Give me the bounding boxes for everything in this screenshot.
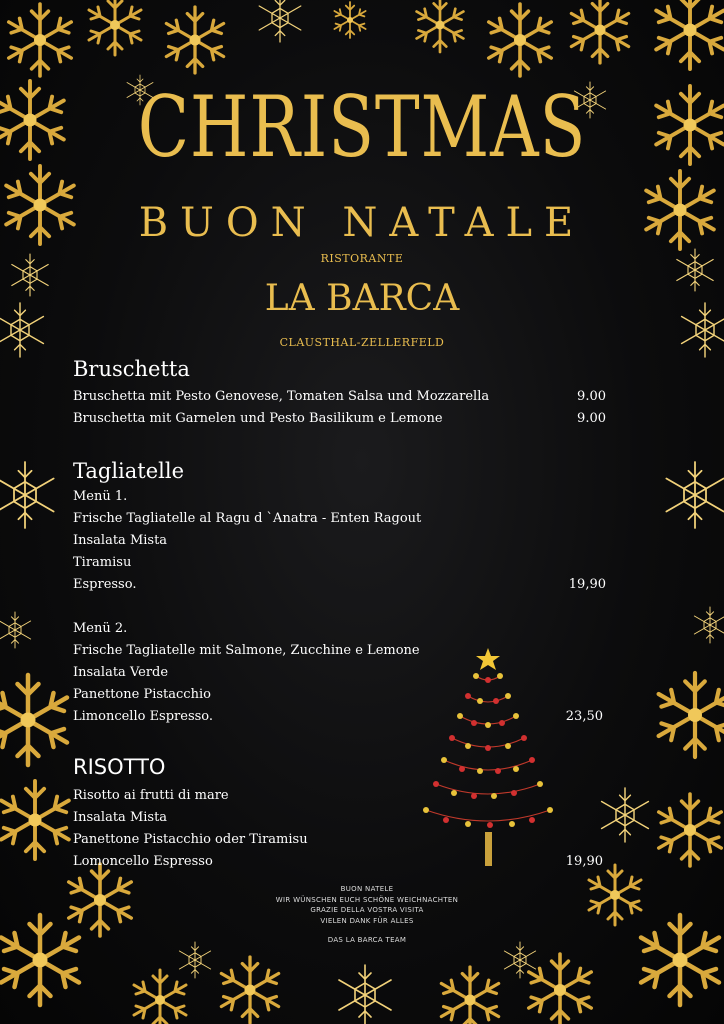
- ristorante-label: RISTORANTE: [320, 252, 404, 265]
- menu2-last-row: [73, 709, 603, 724]
- menu1-price: 19,90: [568, 577, 606, 592]
- risotto-line: Risotto ai frutti di mare: [73, 788, 229, 803]
- footer-line: GRAZIE DELLA VOSTRA VISITA: [310, 906, 424, 914]
- menu2-price: 23,50: [565, 709, 603, 724]
- item-name: Bruschetta mit Pesto Genovese, Tomaten Salsa und Mozzarella: [73, 389, 490, 404]
- item-price: 9.00: [577, 411, 606, 426]
- city-name: CLAUSTHAL-ZELLERFELD: [279, 336, 445, 349]
- footer-line: WIR WÜNSCHEN EUCH SCHÖNE WEICHNACHTEN: [275, 895, 459, 904]
- menu1-line: Insalata Mista: [73, 533, 168, 548]
- menu-item: [73, 389, 606, 404]
- menu1-last-row: [73, 577, 606, 592]
- title-christmas: CHRISTMAS: [137, 78, 587, 176]
- footer-team: DAS LA BARCA TEAM: [327, 936, 407, 944]
- section-heading-tagliatelle: Tagliatelle: [73, 459, 185, 483]
- footer-message: [0, 884, 724, 946]
- risotto-line: Insalata Mista: [73, 810, 168, 825]
- item-name: Bruschetta mit Garnelen und Pesto Basilikum e Lemone: [73, 411, 443, 426]
- menu1-label: Menü 1.: [73, 489, 128, 504]
- section-heading-risotto: RISOTTO: [73, 755, 166, 779]
- risotto-last-row: [73, 854, 603, 869]
- menu1-line: Espresso.: [73, 577, 137, 592]
- menu1-line: Frische Tagliatelle al Ragu d `Anatra - Enten Ragout: [73, 511, 422, 526]
- restaurant-name: LA BARCA: [264, 278, 460, 319]
- menu2-line: Limoncello Espresso.: [73, 709, 214, 724]
- menu1-line: Tiramisu: [73, 555, 132, 570]
- menu2-line: Frische Tagliatelle mit Salmone, Zucchine e Lemone: [73, 643, 420, 658]
- menu2-line: Panettone Pistacchio: [73, 687, 211, 702]
- risotto-line: Lomoncello Espresso: [73, 854, 213, 869]
- menu-item: [73, 411, 606, 426]
- footer-line: BUON NATELE: [340, 885, 394, 893]
- risotto-price: 19,90: [565, 854, 603, 869]
- item-price: 9.00: [577, 389, 606, 404]
- subtitle-buon-natale: BUON NATALE: [138, 200, 586, 246]
- menu2-label: Menü 2.: [73, 621, 128, 636]
- section-heading-bruschetta: Bruschetta: [73, 357, 190, 381]
- menu2-line: Insalata Verde: [73, 665, 169, 680]
- footer-line: VIELEN DANK FÜR ALLES: [320, 916, 414, 925]
- risotto-line: Panettone Pistacchio oder Tiramisu: [73, 832, 308, 847]
